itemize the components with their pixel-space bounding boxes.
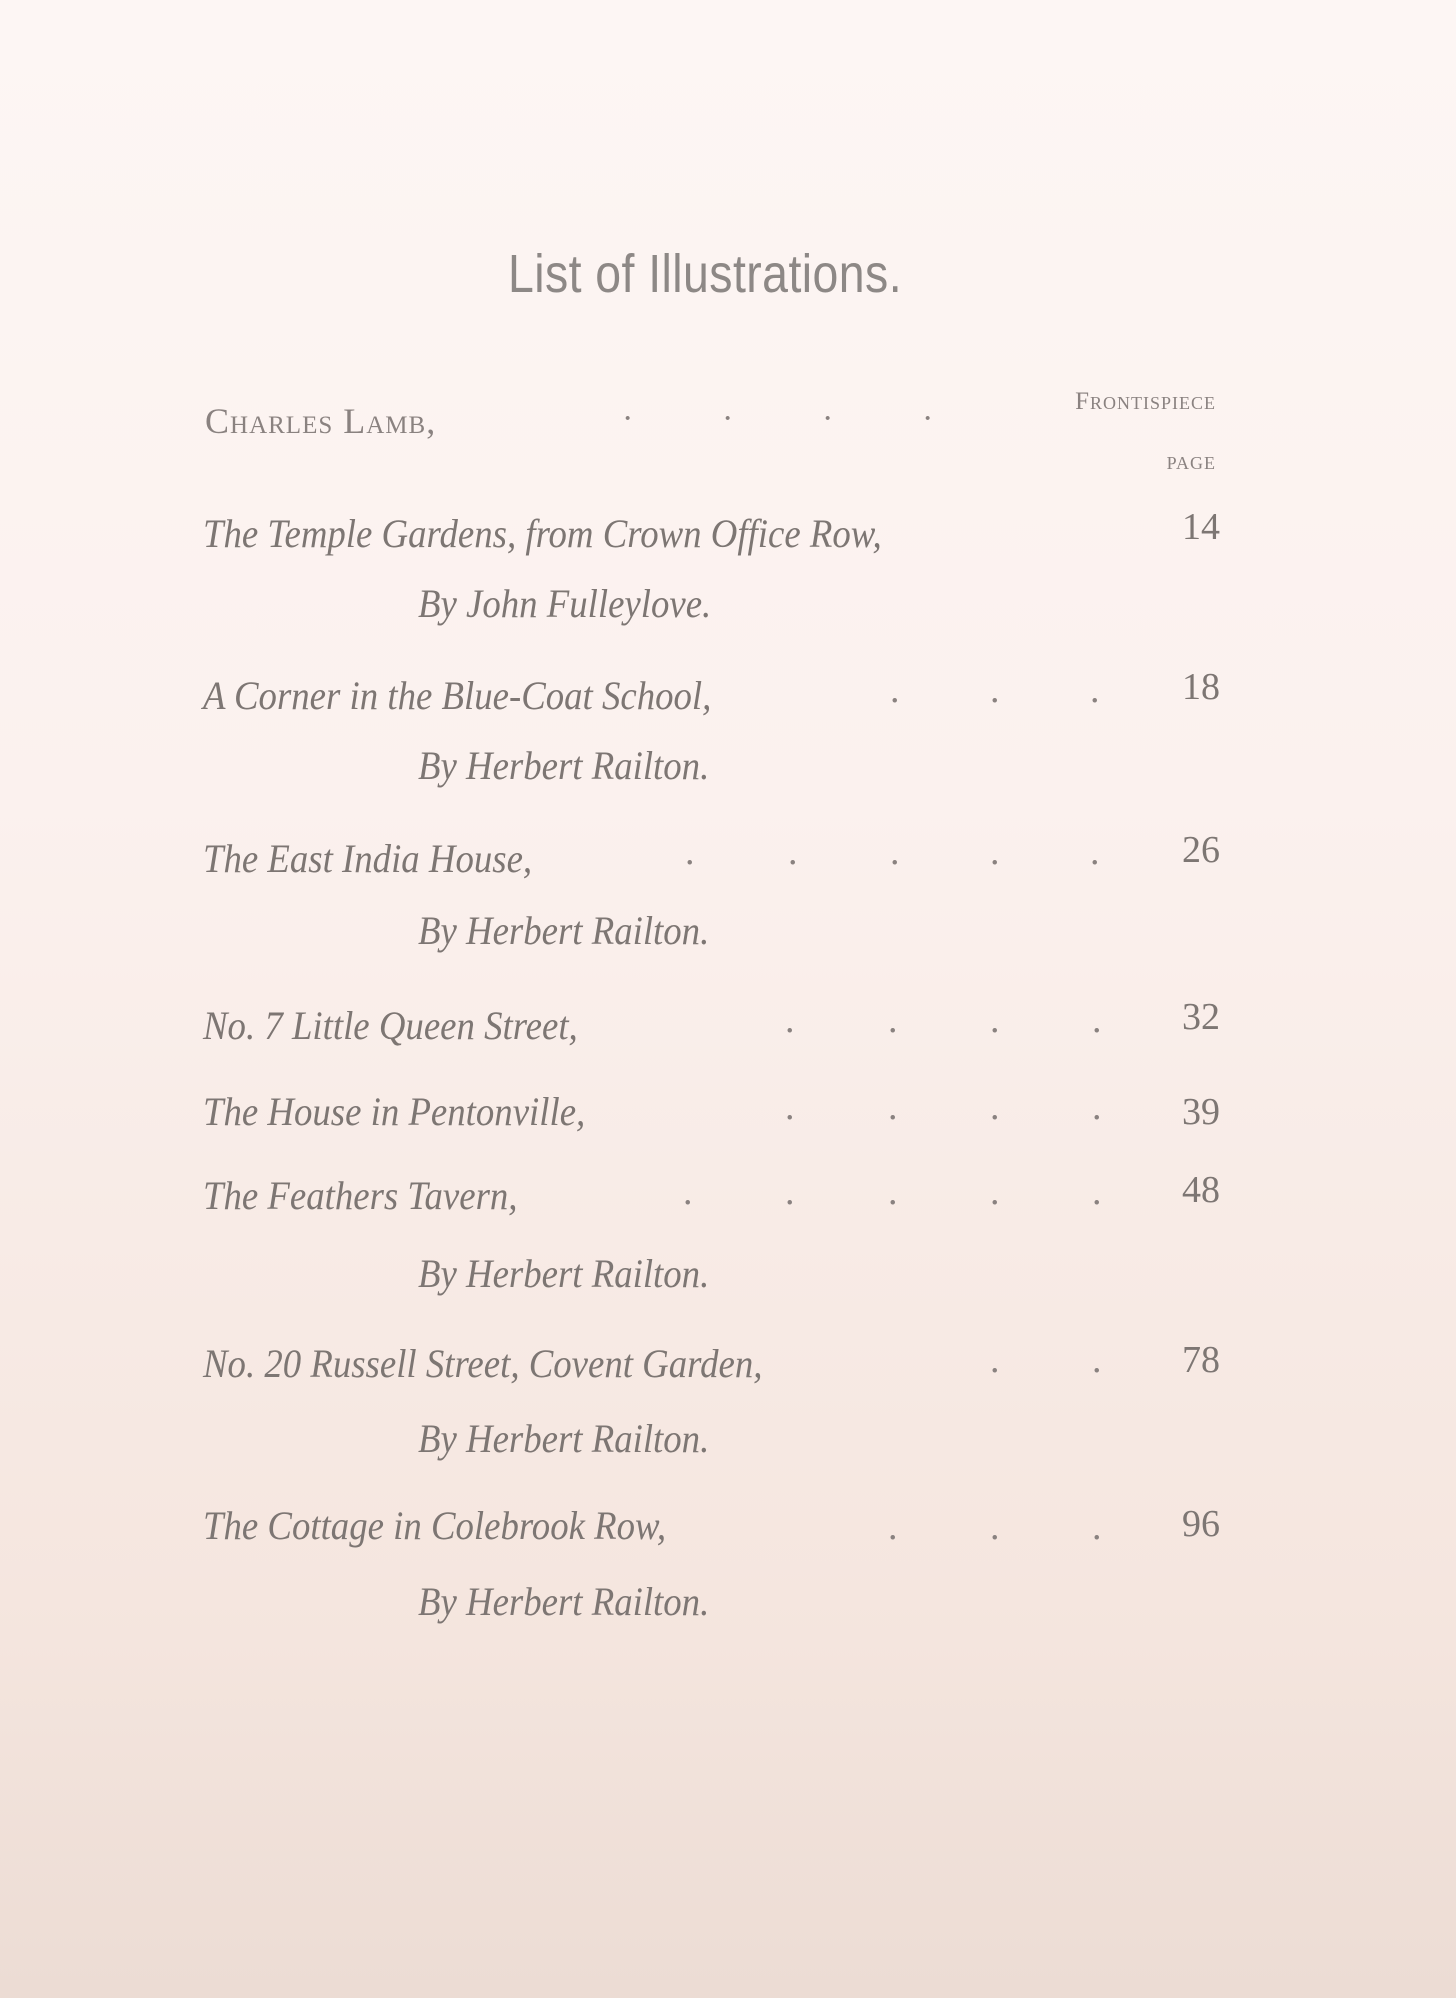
leader-dot: .	[990, 1171, 1000, 1213]
leader-dot: .	[1092, 1339, 1102, 1381]
leader-dot: .	[890, 831, 900, 873]
entry-title: The Temple Gardens, from Crown Office Row,	[203, 511, 882, 556]
entry-title: The House in Pentonville,	[203, 1089, 586, 1134]
leader-dot: .	[990, 831, 1000, 873]
leader-dot: .	[888, 999, 898, 1041]
leader-dot: .	[1092, 1506, 1102, 1548]
leader-dot: .	[685, 831, 695, 873]
entry-page: 96	[1182, 1503, 1220, 1545]
leader-dot: .	[990, 1086, 1000, 1128]
leader-dot: .	[1092, 1086, 1102, 1128]
leader-dot: .	[990, 669, 1000, 711]
entry-title: The East India House,	[203, 836, 533, 881]
page-title: List of Illustrations.	[507, 244, 903, 304]
frontispiece-entry-title: Charles Lamb,	[205, 401, 437, 441]
entry-page: 18	[1182, 666, 1220, 708]
leader-dot: .	[785, 999, 795, 1041]
entry-title: The Feathers Tavern,	[203, 1173, 518, 1218]
entry-page: 26	[1182, 829, 1220, 871]
page-column-label: PAGE	[1166, 453, 1216, 473]
entry-artist: By John Fulleylove.	[418, 581, 712, 626]
leader-dot: .	[1090, 669, 1100, 711]
leader-dot: .	[990, 1506, 1000, 1548]
entry-artist: By Herbert Railton.	[418, 1251, 710, 1296]
leader-dot: ·	[722, 400, 734, 437]
entry-title: No. 7 Little Queen Street,	[203, 1003, 578, 1048]
leader-dot: .	[788, 831, 798, 873]
leader-dot: .	[785, 1086, 795, 1128]
entry-title: No. 20 Russell Street, Covent Garden,	[203, 1341, 763, 1386]
entry-artist: By Herbert Railton.	[418, 908, 710, 953]
entry-title: A Corner in the Blue-Coat School,	[203, 673, 712, 718]
entry-artist: By Herbert Railton.	[418, 1579, 710, 1624]
entry-artist: By Herbert Railton.	[418, 1416, 710, 1461]
leader-dot: ·	[622, 400, 634, 437]
leader-dot: ·	[822, 400, 834, 437]
entry-page: 32	[1182, 996, 1220, 1038]
leader-dot: .	[888, 1171, 898, 1213]
leader-dot: ·	[922, 400, 934, 437]
leader-dot: .	[888, 1086, 898, 1128]
leader-dot: .	[990, 1339, 1000, 1381]
leader-dot: .	[890, 669, 900, 711]
leader-dot: .	[683, 1171, 693, 1213]
leader-dot: .	[990, 999, 1000, 1041]
leader-dot: .	[1090, 831, 1100, 873]
leader-dot: .	[1092, 999, 1102, 1041]
entry-page: 78	[1182, 1339, 1220, 1381]
entry-page: 48	[1182, 1169, 1220, 1211]
entry-artist: By Herbert Railton.	[418, 743, 710, 788]
entry-page: 39	[1182, 1091, 1220, 1133]
entry-title: The Cottage in Colebrook Row,	[203, 1503, 667, 1548]
frontispiece-label: Frontispiece	[1075, 388, 1216, 415]
leader-dot: .	[888, 1506, 898, 1548]
entry-page: 14	[1182, 506, 1220, 548]
leader-dot: .	[1092, 1171, 1102, 1213]
leader-dot: .	[785, 1171, 795, 1213]
